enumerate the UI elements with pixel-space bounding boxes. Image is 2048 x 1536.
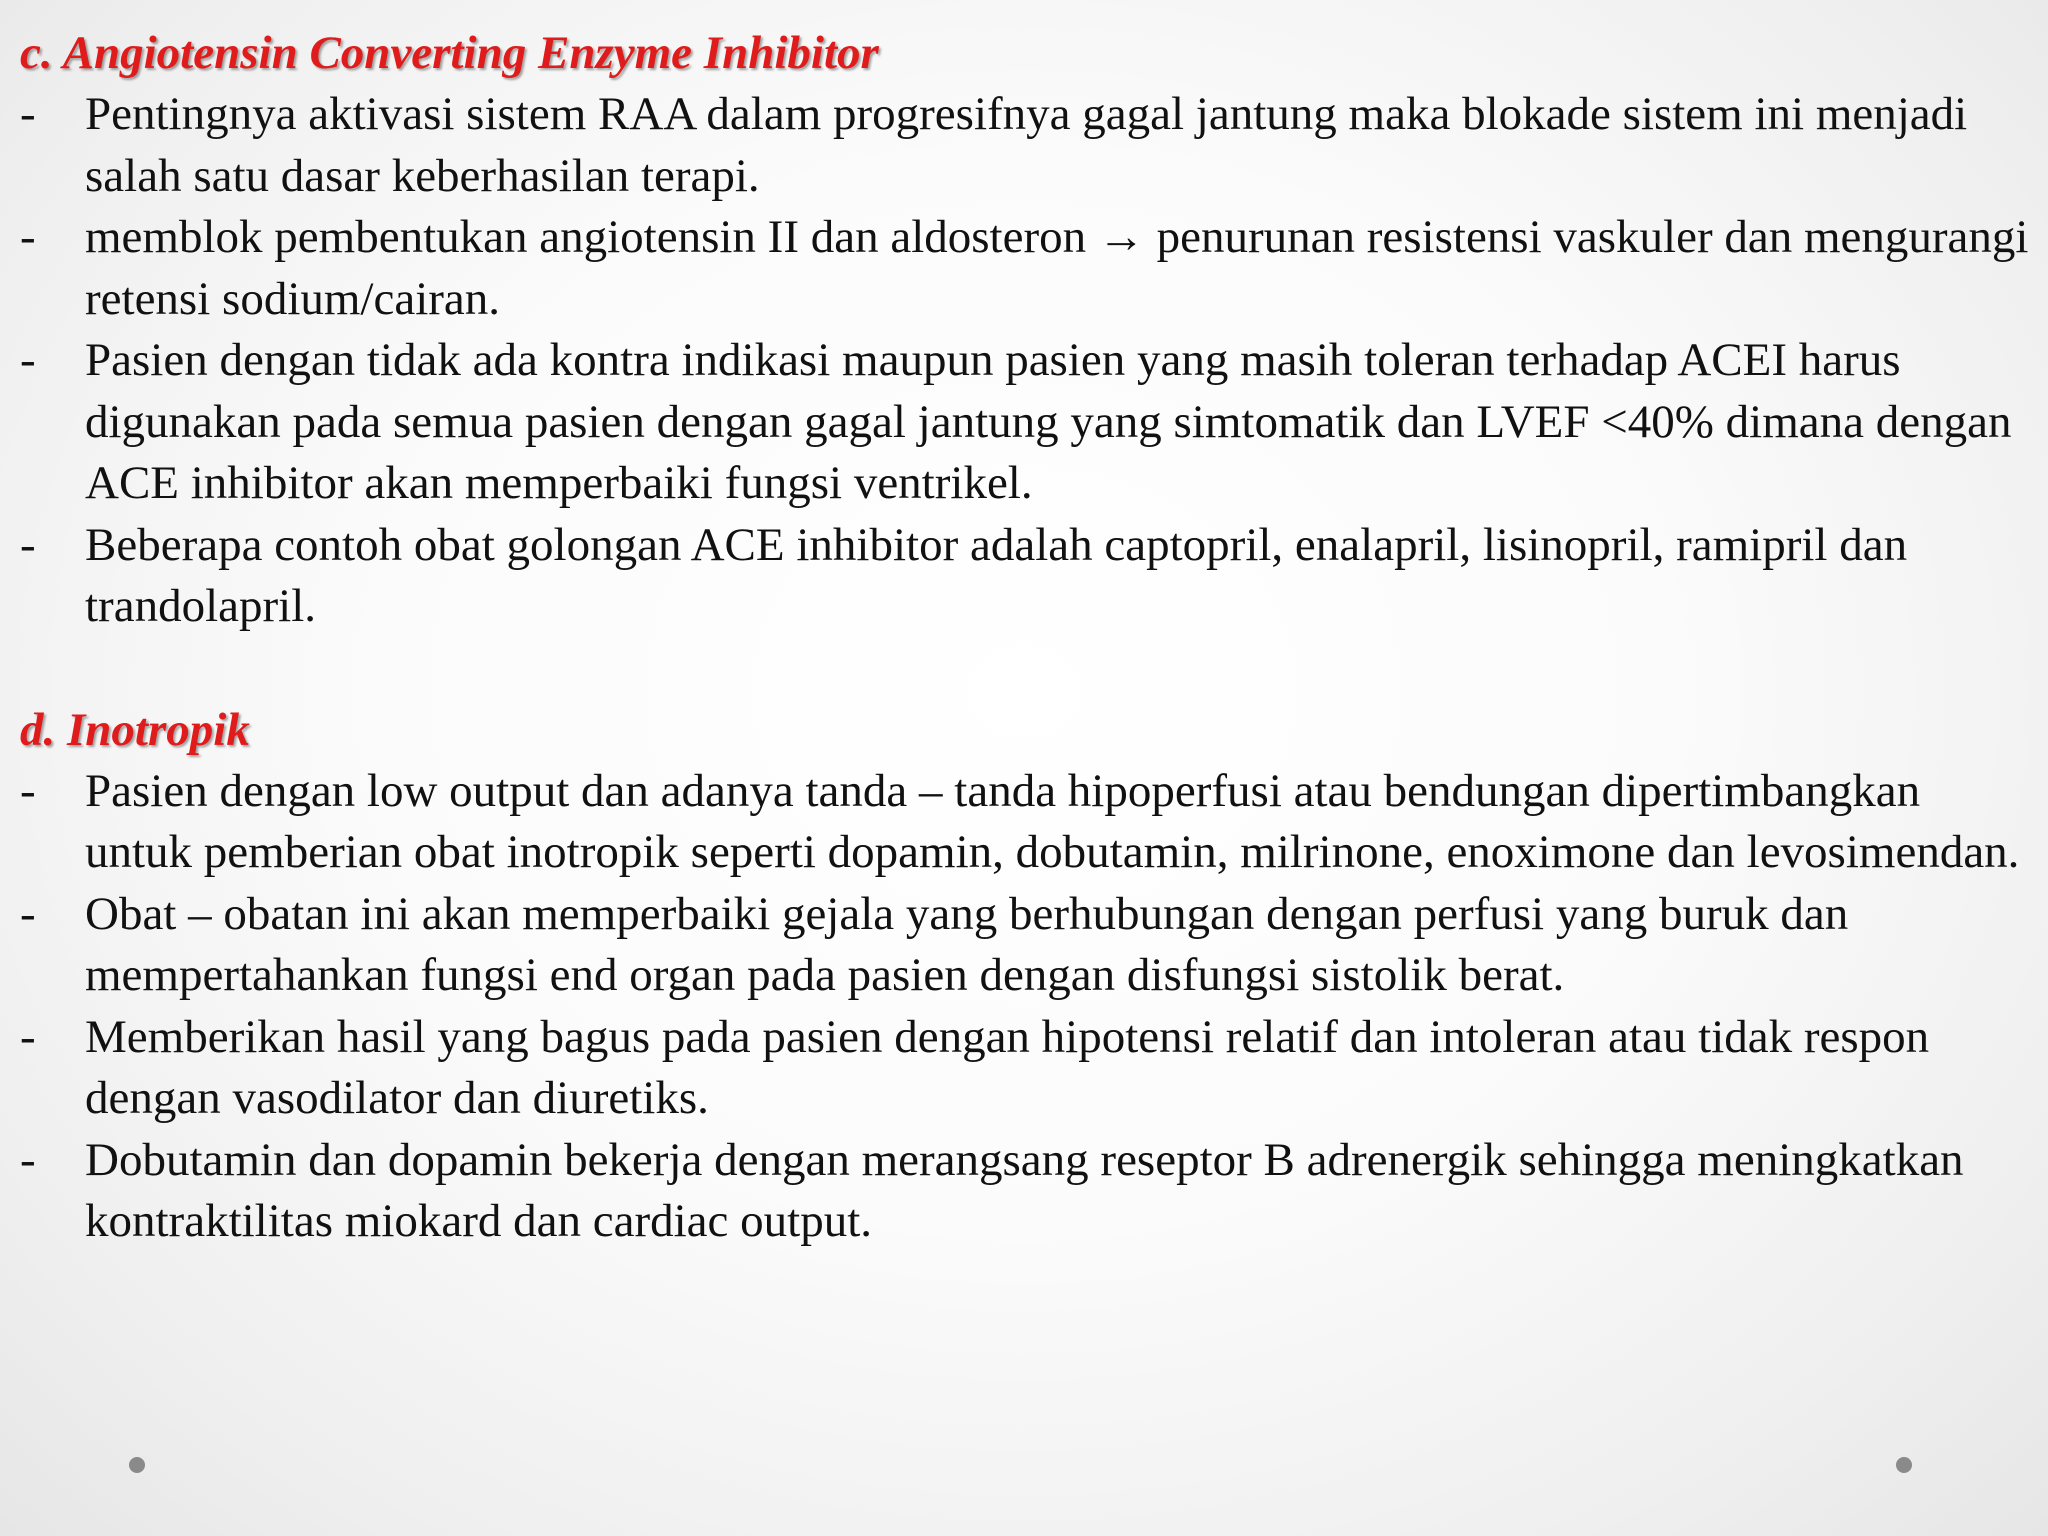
section-spacer <box>20 638 2030 699</box>
list-item-text: Pentingnya aktivasi sistem RAA dalam progresifnya gagal jantung maka blokade sistem ini menjadi salah satu dasar keberhasilan terapi. <box>85 88 1968 202</box>
list-item-text: Dobutamin dan dopamin bekerja dengan merangsang reseptor B adrenergik sehingga meningkatkan kontraktilitas miokard dan cardiac output. <box>85 1133 1964 1247</box>
bullet-dash: - <box>20 88 36 140</box>
decorative-dot-left <box>129 1457 145 1473</box>
section-heading-inotropik: d. Inotropik <box>20 703 250 756</box>
bullet-dash: - <box>20 764 36 817</box>
list-item-text: memblok pembentukan angiotensin II dan aldosteron → penurunan resistensi vaskuler dan mengurangi retensi sodium/cairan. <box>85 211 2029 325</box>
bullet-dash: - <box>20 334 36 386</box>
list-item <box>20 330 2030 515</box>
list-item-text: Obat – obatan ini akan memperbaiki gejala yang berhubungan dengan perfusi yang buruk dan mempertahankan fungsi end organ pada pasien dengan disfungsi sistolik berat. <box>85 887 1849 1001</box>
slide-content <box>20 22 2030 1253</box>
section-heading-ace-inhibitor: c. Angiotensin Converting Enzyme Inhibitor <box>20 27 879 79</box>
bullet-dash: - <box>20 518 36 571</box>
list-item <box>20 761 2030 884</box>
list-item <box>20 207 2030 330</box>
bullet-dash: - <box>20 211 36 263</box>
list-item-text: Beberapa contoh obat golongan ACE inhibitor adalah captopril, enalapril, lisinopril, ramipril dan trandolapril. <box>85 518 1908 632</box>
list-item-text: Pasien dengan tidak ada kontra indikasi maupun pasien yang masih toleran terhadap ACEI harus digunakan pada semua pasien dengan gagal jantung yang simtomatik dan LVEF <40% dimana dengan ACE inhibitor akan memperbaiki fungsi ventrikel. <box>85 334 2012 509</box>
list-item <box>20 884 2030 1007</box>
decorative-dot-right <box>1896 1457 1912 1473</box>
list-item <box>20 84 2030 207</box>
bullet-dash: - <box>20 1010 36 1063</box>
list-item-text: Pasien dengan low output dan adanya tanda – tanda hipoperfusi atau bendungan dipertimbangkan untuk pemberian obat inotropik seperti dopamin, dobutamin, milrinone, enoximone dan levosimendan. <box>85 764 2020 878</box>
bullet-dash: - <box>20 1133 36 1186</box>
ace-inhibitor-list <box>20 84 2030 638</box>
list-item <box>20 1007 2030 1130</box>
bullet-dash: - <box>20 887 36 940</box>
list-item <box>20 515 2030 638</box>
list-item <box>20 1130 2030 1253</box>
list-item-text: Memberikan hasil yang bagus pada pasien dengan hipotensi relatif dan intoleran atau tidak respon dengan vasodilator dan diuretiks. <box>85 1010 1930 1124</box>
inotropik-list <box>20 761 2030 1253</box>
